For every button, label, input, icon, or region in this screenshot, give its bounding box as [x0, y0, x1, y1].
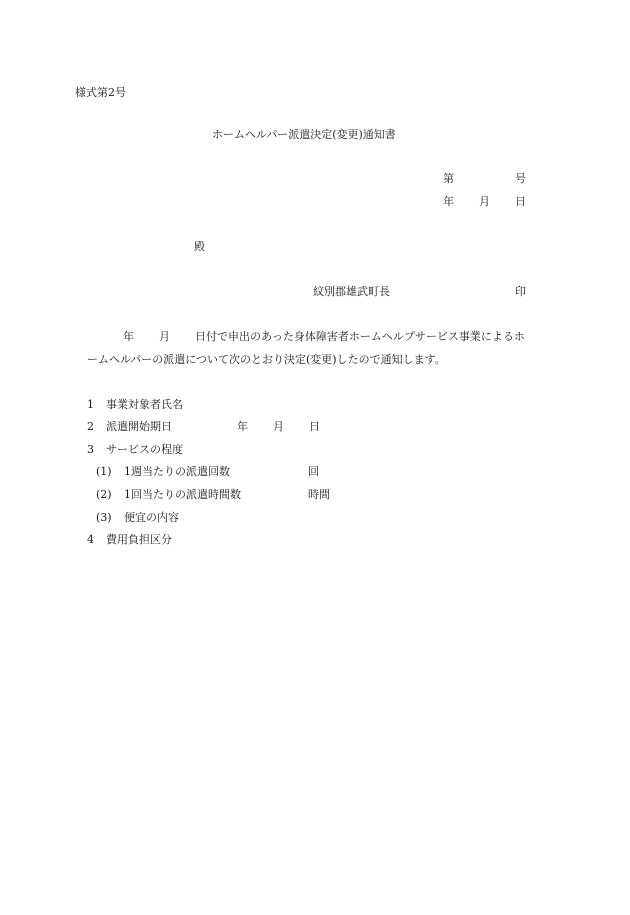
sub-item-number: (3) [96, 511, 112, 524]
sub-item-unit: 時間 [308, 488, 330, 501]
item-label: 派遣開始期日 [106, 420, 172, 433]
item-label: サービスの程度 [106, 443, 183, 456]
issue-date-day: 日 [515, 195, 526, 208]
sub-item-unit: 回 [308, 465, 319, 478]
body-month: 月 [159, 330, 170, 343]
item-label: 費用負担区分 [106, 533, 172, 546]
document-title: ホームヘルパー派遣決定(変更)通知書 [212, 128, 396, 141]
sub-item-number: (1) [96, 465, 112, 478]
item-number: 4 [87, 533, 94, 546]
sub-item-label: 1週当たりの派遣回数 [124, 465, 230, 478]
item-number: 3 [87, 443, 94, 456]
start-date-day: 日 [309, 420, 320, 433]
item-label: 事業対象者氏名 [106, 398, 183, 411]
sub-item-label: 便宜の内容 [124, 511, 179, 524]
addressee-honorific: 殿 [194, 240, 205, 253]
issuer-seal: 印 [515, 285, 526, 298]
document-number-suffix: 号 [515, 172, 526, 185]
start-date-year: 年 [237, 420, 248, 433]
issue-date-month: 月 [479, 195, 490, 208]
form-number: 様式第2号 [75, 86, 126, 99]
item-number: 1 [87, 398, 94, 411]
sub-item-number: (2) [96, 488, 112, 501]
body-line-1: 日付で申出のあった身体障害者ホームヘルプサービス事業によるホ [195, 330, 525, 343]
document-number-prefix: 第 [443, 172, 454, 185]
body-line-2: ームヘルパーの派遣について次のとおり決定(変更)したので通知します。 [87, 353, 446, 366]
sub-item-label: 1回当たりの派遣時間数 [124, 488, 241, 501]
item-number: 2 [87, 420, 94, 433]
issuer-name: 紋別郡雄武町長 [313, 285, 390, 298]
issue-date-year: 年 [443, 195, 454, 208]
start-date-month: 月 [273, 420, 284, 433]
body-year: 年 [123, 330, 134, 343]
